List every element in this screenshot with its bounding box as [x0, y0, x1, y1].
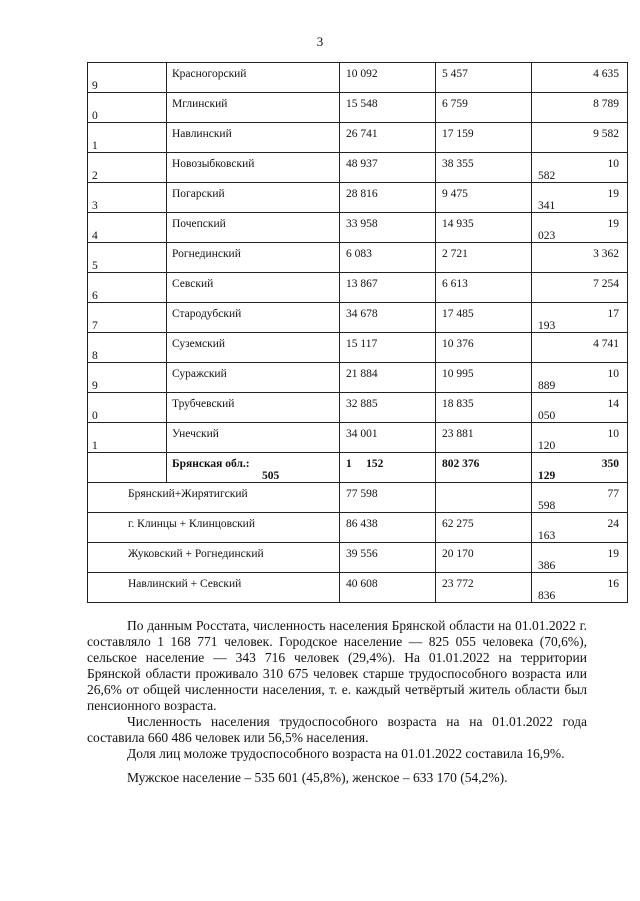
district-cell — [167, 183, 340, 213]
rural-value: 8 789 — [593, 98, 619, 110]
rural-cell — [532, 243, 628, 273]
district-cell — [167, 333, 340, 363]
rural-value: 77 — [607, 488, 619, 500]
rural-cell — [532, 273, 628, 303]
table-row — [88, 303, 628, 333]
table-row — [88, 363, 628, 393]
row-number-cell — [88, 213, 167, 243]
district-name: Красногорский — [172, 68, 247, 80]
table-row-total — [88, 453, 628, 483]
rural-value: 19 — [607, 218, 619, 230]
district-cell — [88, 573, 340, 603]
page-number: 3 — [316, 34, 324, 49]
row-number: 4 — [92, 230, 98, 242]
district-cell — [167, 213, 340, 243]
total-value: 26 741 — [346, 128, 378, 140]
total-cell — [340, 423, 436, 453]
paragraph: Численность населения трудоспособного возраста на на 01.01.2022 года составила 660 486 человек или 56,5% населения. — [87, 714, 587, 745]
total-cell — [340, 153, 436, 183]
total-cell — [262, 453, 436, 483]
rural-value-tail: 386 — [538, 560, 556, 572]
total-cell — [340, 573, 436, 603]
urban-cell — [436, 153, 532, 183]
table-row-merged — [88, 513, 628, 543]
rural-cell — [532, 513, 628, 543]
total-cell — [340, 183, 436, 213]
rural-value-tail: 598 — [538, 500, 556, 512]
table-row — [88, 93, 628, 123]
district-name: Стародубский — [172, 308, 242, 320]
total-value: 15 117 — [346, 338, 378, 350]
urban-value: 10 376 — [442, 338, 474, 350]
total-cell — [340, 483, 436, 513]
urban-cell — [436, 93, 532, 123]
rural-cell — [532, 123, 628, 153]
total-value: 34 001 — [346, 428, 378, 440]
rural-cell — [532, 363, 628, 393]
district-cell — [167, 63, 340, 93]
rural-value-tail: 129 — [538, 470, 556, 482]
total-value: 77 598 — [346, 488, 378, 500]
urban-cell — [436, 363, 532, 393]
rural-value: 7 254 — [593, 278, 619, 290]
total-cell — [340, 363, 436, 393]
district-name: Мглинский — [172, 98, 228, 110]
district-name: Севский — [172, 278, 214, 290]
rural-cell — [532, 393, 628, 423]
district-name: Суражский — [172, 368, 227, 380]
paragraph: Доля лиц моложе трудоспособного возраста на 01.01.2022 составила 16,9%. — [127, 746, 565, 761]
urban-value: 20 170 — [442, 548, 474, 560]
district-name: Навлинский — [172, 128, 232, 140]
rural-value: 24 — [607, 518, 619, 530]
urban-cell — [436, 573, 532, 603]
row-number: 7 — [92, 320, 98, 332]
rural-cell — [532, 213, 628, 243]
total-value: 34 678 — [346, 308, 378, 320]
urban-value: 18 835 — [442, 398, 474, 410]
total-cell — [340, 273, 436, 303]
total-value: 33 958 — [346, 218, 378, 230]
rural-cell — [532, 423, 628, 453]
rural-value-tail: 193 — [538, 320, 556, 332]
district-cell — [167, 303, 340, 333]
district-name: Суземский — [172, 338, 226, 350]
district-cell — [167, 453, 340, 483]
total-value: 10 092 — [346, 68, 378, 80]
row-number: 8 — [92, 350, 98, 362]
row-number-cell — [88, 153, 167, 183]
rural-value-tail: 120 — [538, 440, 556, 452]
urban-value: 2 721 — [442, 248, 468, 260]
table-row — [88, 423, 628, 453]
district-cell — [88, 483, 340, 513]
urban-value: 17 485 — [442, 308, 474, 320]
urban-cell — [436, 333, 532, 363]
rural-value: 4 741 — [593, 338, 619, 350]
total-value: 32 885 — [346, 398, 378, 410]
total-value: 28 816 — [346, 188, 378, 200]
table-row — [88, 123, 628, 153]
urban-value: 38 355 — [442, 158, 474, 170]
district-name: Навлинский + Севский — [128, 578, 242, 590]
rural-cell — [532, 453, 628, 483]
rural-cell — [532, 303, 628, 333]
total-value: 21 884 — [346, 368, 378, 380]
row-number-cell — [88, 183, 167, 213]
table-row — [88, 393, 628, 423]
table-row-merged — [88, 573, 628, 603]
row-number: 9 — [92, 80, 98, 92]
total-value: 86 438 — [346, 518, 378, 530]
row-number-cell — [88, 243, 167, 273]
rural-value: 10 — [607, 158, 619, 170]
rural-value: 19 — [607, 188, 619, 200]
row-number: 0 — [92, 410, 98, 422]
rural-value-tail: 050 — [538, 410, 556, 422]
district-cell — [167, 273, 340, 303]
total-value: 40 608 — [346, 578, 378, 590]
district-cell — [167, 243, 340, 273]
district-name: Трубчевский — [172, 398, 235, 410]
district-name: Почепский — [172, 218, 226, 230]
urban-cell — [436, 423, 532, 453]
urban-cell — [436, 513, 532, 543]
district-name: Погарский — [172, 188, 225, 200]
rural-cell — [532, 573, 628, 603]
district-cell — [167, 363, 340, 393]
rural-value-tail: 582 — [538, 170, 556, 182]
row-number-cell — [88, 363, 167, 393]
rural-value: 16 — [607, 578, 619, 590]
rural-value: 350 — [601, 458, 619, 470]
rural-cell — [532, 483, 628, 513]
district-name: Жуковский + Рогнединский — [128, 548, 264, 560]
rural-value-tail: 889 — [538, 380, 556, 392]
district-cell — [88, 543, 340, 573]
urban-cell — [436, 183, 532, 213]
urban-value: 6 759 — [442, 98, 468, 110]
total-cell — [340, 303, 436, 333]
rural-value: 14 — [607, 398, 619, 410]
rural-value: 10 — [607, 428, 619, 440]
row-number: 9 — [92, 380, 98, 392]
rural-value: 10 — [607, 368, 619, 380]
total-cell — [340, 333, 436, 363]
urban-value: 10 995 — [442, 368, 474, 380]
district-cell — [167, 423, 340, 453]
district-cell — [167, 393, 340, 423]
row-number: 2 — [92, 170, 98, 182]
total-cell — [340, 93, 436, 123]
urban-cell — [436, 303, 532, 333]
district-cell — [167, 93, 340, 123]
table-row — [88, 333, 628, 363]
rural-cell — [532, 153, 628, 183]
urban-value: 23 881 — [442, 428, 474, 440]
rural-value-tail: 163 — [538, 530, 556, 542]
urban-cell — [436, 63, 532, 93]
urban-value: 62 275 — [442, 518, 474, 530]
row-number: 6 — [92, 290, 98, 302]
urban-value: 17 159 — [442, 128, 474, 140]
rural-value-tail: 836 — [538, 590, 556, 602]
rural-cell — [532, 63, 628, 93]
urban-cell — [436, 543, 532, 573]
rural-value: 17 — [607, 308, 619, 320]
rural-value-tail: 023 — [538, 230, 556, 242]
district-name: Брянский+Жирятигский — [128, 488, 248, 500]
paragraph: По данным Росстата, численность населения Брянской области на 01.01.2022 г. составляло 1 168 771 человек. Городское население — 825 055 человека (70,6%), сельское население — 343 716 человек (29,4%). На 01.01.2022 на территории Брянской области проживало 310 675 человек старше трудоспособного возраста или 26,6% от общей численности населения, т. е. каждый четвёртый житель области был пенсионного возраста. — [87, 618, 587, 713]
total-value: 1 152 — [346, 458, 384, 470]
row-number-cell — [88, 273, 167, 303]
total-cell — [340, 543, 436, 573]
table-row — [88, 183, 628, 213]
rural-value-tail: 341 — [538, 200, 556, 212]
total-cell — [340, 213, 436, 243]
urban-value: 23 772 — [442, 578, 474, 590]
urban-value: 802 376 — [442, 458, 480, 470]
urban-cell — [436, 243, 532, 273]
urban-value: 14 935 — [442, 218, 474, 230]
paragraph: Мужское население – 535 601 (45,8%), женское – 633 170 (54,2%). — [127, 770, 508, 785]
table-row — [88, 273, 628, 303]
rural-cell — [532, 543, 628, 573]
urban-cell — [436, 213, 532, 243]
total-cell — [340, 393, 436, 423]
table-row-merged — [88, 483, 628, 513]
total-cell — [340, 243, 436, 273]
row-number: 5 — [92, 260, 98, 272]
total-cell — [340, 63, 436, 93]
rural-cell — [532, 93, 628, 123]
total-cell — [340, 123, 436, 153]
row-number-cell — [88, 63, 167, 93]
table-row-merged — [88, 543, 628, 573]
district-cell — [167, 123, 340, 153]
urban-value: 9 475 — [442, 188, 468, 200]
table-row — [88, 153, 628, 183]
total-value: 39 556 — [346, 548, 378, 560]
body-text — [87, 618, 587, 786]
district-name: Новозыбковский — [172, 158, 255, 170]
district-name: г. Клинцы + Клинцовский — [128, 518, 255, 530]
rural-value: 3 362 — [593, 248, 619, 260]
table-row — [88, 213, 628, 243]
population-table — [87, 62, 628, 603]
total-value: 15 548 — [346, 98, 378, 110]
district-name: Унечский — [172, 428, 219, 440]
district-name: Брянская обл.: — [172, 458, 250, 470]
rural-value: 19 — [607, 548, 619, 560]
row-number: 1 — [92, 140, 98, 152]
table-row — [88, 243, 628, 273]
row-number-cell — [88, 123, 167, 153]
table-row — [88, 63, 628, 93]
rural-cell — [532, 183, 628, 213]
row-number: 0 — [92, 110, 98, 122]
total-value: 48 937 — [346, 158, 378, 170]
row-number: 1 — [92, 440, 98, 452]
urban-cell — [436, 453, 532, 483]
urban-cell — [436, 273, 532, 303]
rural-value: 9 582 — [593, 128, 619, 140]
urban-cell — [436, 123, 532, 153]
row-number-cell — [88, 303, 167, 333]
total-value: 13 867 — [346, 278, 378, 290]
urban-value: 5 457 — [442, 68, 468, 80]
row-number: 3 — [92, 200, 98, 212]
total-value: 6 083 — [346, 248, 372, 260]
district-name: Рогнединский — [172, 248, 241, 260]
urban-cell — [436, 393, 532, 423]
rural-cell — [532, 333, 628, 363]
row-number-cell — [88, 93, 167, 123]
row-number-cell — [88, 453, 167, 483]
row-number-cell — [88, 333, 167, 363]
urban-value: 6 613 — [442, 278, 468, 290]
total-value-tail: 505 — [262, 470, 280, 482]
district-cell — [88, 513, 340, 543]
total-cell — [340, 513, 436, 543]
urban-cell — [436, 483, 532, 513]
row-number-cell — [88, 393, 167, 423]
district-cell — [167, 153, 340, 183]
row-number-cell — [88, 423, 167, 453]
rural-value: 4 635 — [593, 68, 619, 80]
